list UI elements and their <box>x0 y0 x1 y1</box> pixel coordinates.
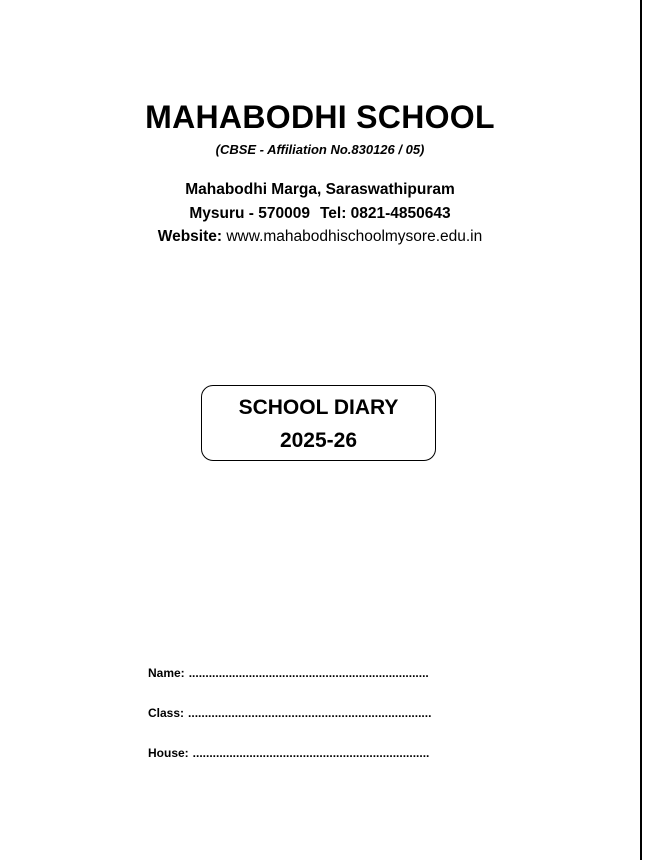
diary-title-box <box>201 385 436 461</box>
class-label: Class: <box>148 706 185 720</box>
name-blank: ........................................................................ <box>188 666 429 680</box>
affiliation-text: (CBSE - Affiliation No.830126 / 05) <box>215 142 425 157</box>
school-name: MAHABODHI SCHOOL <box>145 99 495 135</box>
house-field <box>148 746 429 760</box>
diary-year: 2025-26 <box>279 429 358 452</box>
address-city: Mysuru - 570009 <box>189 205 310 222</box>
class-blank: ......................................................................... <box>188 706 432 720</box>
house-label: House: <box>148 746 189 760</box>
house-blank: ....................................................................... <box>192 746 430 760</box>
website-line <box>0 228 640 246</box>
page-edge-line <box>640 0 642 860</box>
address-city-phone <box>0 205 640 223</box>
name-field <box>148 666 429 680</box>
class-field <box>148 706 431 720</box>
website-label: Website: <box>157 228 223 245</box>
website-url: www.mahabodhischoolmysore.edu.in <box>226 228 483 245</box>
address-line: Mahabodhi Marga, Saraswathipuram <box>185 181 455 198</box>
telephone: Tel: 0821-4850643 <box>319 205 451 222</box>
diary-title: SCHOOL DIARY <box>238 396 399 419</box>
name-label: Name: <box>148 666 185 680</box>
